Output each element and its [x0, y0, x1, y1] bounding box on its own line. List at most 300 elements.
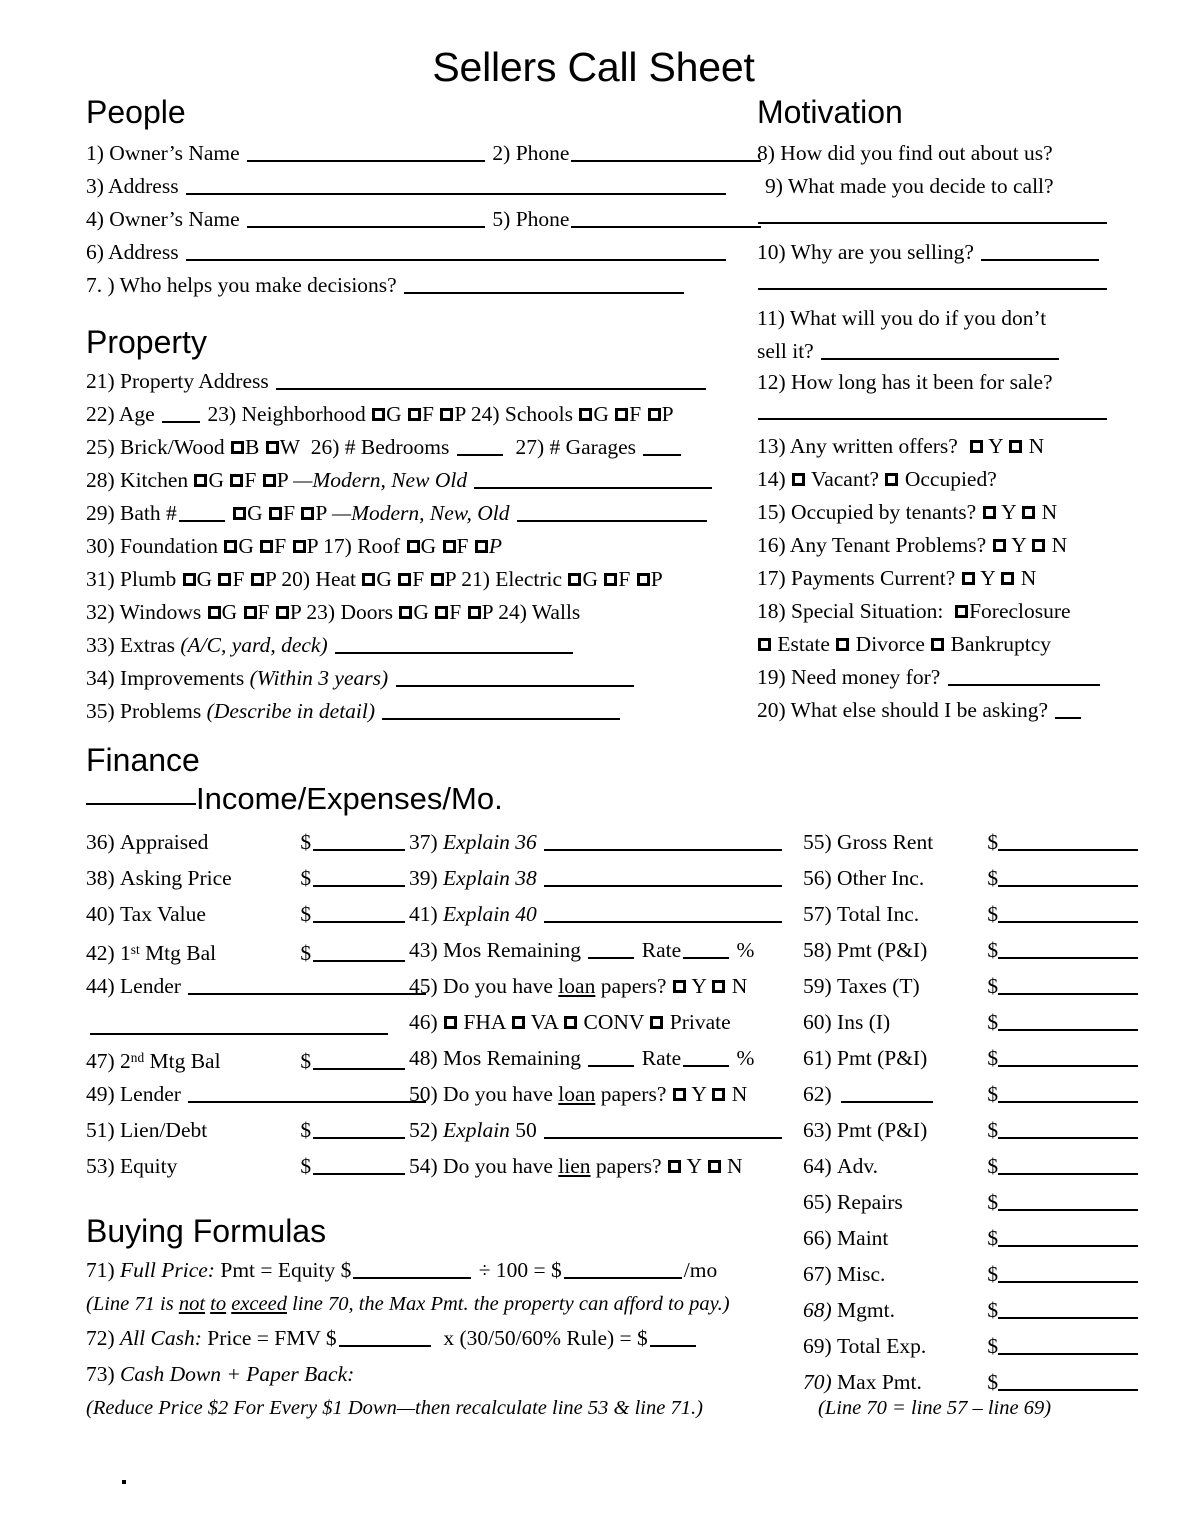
- checkbox-tenants-yes[interactable]: [983, 506, 996, 519]
- gross-rent-input[interactable]: [998, 849, 1138, 851]
- all-cash-result-input[interactable]: [650, 1345, 696, 1347]
- opt-label: G: [238, 534, 254, 558]
- opt-label: P: [315, 501, 327, 525]
- field-row-asking-price: [86, 866, 407, 890]
- explain-38-input[interactable]: [544, 885, 782, 887]
- opt-label: CONV: [583, 1010, 645, 1034]
- checkbox-tenants-no[interactable]: [1022, 506, 1035, 519]
- field-row-mos-remaining-1: [409, 938, 754, 962]
- checkbox-plumb-g[interactable]: [183, 573, 196, 586]
- field-label: 1st Mtg Bal: [120, 940, 217, 965]
- phone-1-input[interactable]: [571, 160, 761, 162]
- checkbox-loan-papers-1-no[interactable]: [712, 980, 725, 993]
- lien-debt-input[interactable]: [313, 1137, 405, 1139]
- checkbox-schools-p[interactable]: [648, 408, 661, 421]
- field-label: Occupied by tenants?: [791, 500, 977, 524]
- formula-title: Cash Down + Paper Back:: [120, 1362, 355, 1386]
- checkbox-lien-papers-yes[interactable]: [668, 1160, 681, 1173]
- opt-label: B: [244, 435, 260, 459]
- misc-input[interactable]: [998, 1281, 1138, 1283]
- opt-label: N: [1041, 500, 1058, 524]
- formula-body: Price = FMV $: [207, 1326, 337, 1350]
- bath-input[interactable]: [517, 520, 707, 522]
- field-row-repairs: [803, 1190, 1140, 1214]
- field-label: Maint: [837, 1226, 889, 1250]
- checkbox-foundation-g[interactable]: [224, 540, 237, 553]
- lender-2-input[interactable]: [188, 1101, 426, 1103]
- bedrooms-input[interactable]: [457, 454, 503, 456]
- field-number: 20): [281, 567, 311, 591]
- checkbox-brick[interactable]: [231, 441, 244, 454]
- problems-note: (Describe in detail): [206, 699, 376, 723]
- field-label: Pmt (P&I): [837, 1046, 928, 1070]
- garages-input[interactable]: [643, 454, 681, 456]
- field-number: 14): [757, 467, 786, 491]
- field-label: What made you decide to call?: [787, 174, 1054, 198]
- checkbox-roof-p[interactable]: [475, 540, 488, 553]
- ins-input[interactable]: [998, 1029, 1138, 1031]
- currency-symbol: $: [987, 1046, 999, 1070]
- field-label: Owner’s Name: [109, 141, 240, 165]
- checkbox-tenant-problems-yes[interactable]: [993, 539, 1006, 552]
- field-number: 21): [461, 567, 490, 591]
- field-number: 48): [409, 1046, 438, 1070]
- field-label: Any written offers?: [789, 434, 958, 458]
- field-row-plumb-heat-electric: [86, 567, 663, 591]
- field-label: Extras: [120, 633, 175, 657]
- checkbox-conv[interactable]: [564, 1016, 577, 1029]
- field-number: 64): [803, 1154, 832, 1178]
- field-number: 65): [803, 1190, 832, 1214]
- field-number: 20): [757, 698, 786, 722]
- field-row-pmt-pi-1: [803, 938, 1140, 962]
- opt-label: P: [661, 402, 674, 426]
- mos-remaining-2-input[interactable]: [588, 1065, 634, 1067]
- field-row-property-address: [86, 369, 708, 393]
- decision-helper-input[interactable]: [404, 292, 684, 294]
- field-number: 69): [803, 1334, 832, 1358]
- opt-label: N: [731, 1082, 748, 1106]
- second-mtg-bal-input[interactable]: [313, 1068, 405, 1070]
- address-1-input[interactable]: [186, 193, 726, 195]
- field-label: Taxes (T): [837, 974, 920, 998]
- field-label: Electric: [495, 567, 563, 591]
- opt-label: Divorce: [855, 632, 925, 656]
- note-emphasis-exceed: exceed: [231, 1293, 287, 1315]
- field-label: How did you find out about us?: [780, 141, 1053, 165]
- field-number: 6): [86, 240, 104, 264]
- lender-1-input[interactable]: [188, 993, 426, 995]
- motivation-answer-line-2[interactable]: [758, 288, 1107, 290]
- field-row-loan-papers-2: [409, 1082, 747, 1106]
- currency-symbol: $: [987, 1118, 999, 1142]
- checkbox-heat-g[interactable]: [362, 573, 375, 586]
- field-row-misc: [803, 1262, 1140, 1286]
- field-row-written-offers: [757, 434, 1044, 458]
- field-label: What else should I be asking?: [790, 698, 1048, 722]
- checkbox-divorce[interactable]: [836, 638, 849, 651]
- field-row-mgmt: [803, 1298, 1140, 1322]
- opt-label: W: [279, 435, 300, 459]
- pmt-pi-3-input[interactable]: [998, 1137, 1138, 1139]
- field-number: 50): [409, 1082, 438, 1106]
- problems-input[interactable]: [382, 718, 620, 720]
- field-row-maint: [803, 1226, 1140, 1250]
- checkbox-bath-g[interactable]: [233, 507, 246, 520]
- currency-symbol: $: [987, 1334, 999, 1358]
- opt-label: P: [650, 567, 663, 591]
- checkbox-plumb-p[interactable]: [251, 573, 264, 586]
- checkbox-estate[interactable]: [758, 638, 771, 651]
- property-address-input[interactable]: [276, 388, 706, 390]
- checkbox-windows-f[interactable]: [244, 606, 257, 619]
- all-cash-fmv-input[interactable]: [339, 1345, 431, 1347]
- formula-title: Full Price:: [120, 1258, 215, 1282]
- first-mtg-bal-input[interactable]: [313, 960, 405, 962]
- opt-label: F: [421, 402, 434, 426]
- opt-label: F: [412, 567, 425, 591]
- opt-label: N: [1028, 434, 1045, 458]
- field-row-gross-rent: [803, 830, 1140, 854]
- checkbox-private[interactable]: [650, 1016, 663, 1029]
- checkbox-payments-no[interactable]: [1001, 572, 1014, 585]
- field-label: Doors: [340, 600, 394, 624]
- opt-label: P: [276, 468, 288, 492]
- field-label: Need money for?: [791, 665, 941, 689]
- field-label: Other Inc.: [837, 866, 925, 890]
- field-label: Total Inc.: [837, 902, 920, 926]
- field-label: Equity: [120, 1154, 178, 1178]
- maint-input[interactable]: [998, 1245, 1138, 1247]
- checkbox-occupied[interactable]: [885, 473, 898, 486]
- checkbox-kitchen-f[interactable]: [230, 474, 243, 487]
- field-number: 45): [409, 974, 438, 998]
- field-label: Lien/Debt: [120, 1118, 208, 1142]
- checkbox-electric-g[interactable]: [568, 573, 581, 586]
- repairs-input[interactable]: [998, 1209, 1138, 1211]
- extras-note: (A/C, yard, deck): [180, 633, 328, 657]
- finance-blank-rule[interactable]: [86, 803, 196, 805]
- field-row-other-inc: [803, 866, 1140, 890]
- field-number: 70): [803, 1370, 832, 1394]
- field-label: Max Pmt.: [837, 1370, 922, 1394]
- rate-1-input[interactable]: [683, 957, 729, 959]
- field-row-what-else-asking: [757, 698, 1083, 722]
- checkbox-foreclosure[interactable]: [955, 605, 968, 618]
- improvements-input[interactable]: [396, 685, 634, 687]
- field-label: Who helps you make decisions?: [119, 273, 397, 297]
- field-label: Age: [118, 402, 155, 426]
- checkbox-bankruptcy[interactable]: [931, 638, 944, 651]
- field-row-lien-debt: [86, 1118, 407, 1142]
- field-row-total-inc: [803, 902, 1140, 926]
- checkbox-heat-p[interactable]: [431, 573, 444, 586]
- what-else-input[interactable]: [1055, 717, 1081, 719]
- checkbox-lien-papers-no[interactable]: [708, 1160, 721, 1173]
- blank-62-label-input[interactable]: [841, 1101, 933, 1103]
- field-number: 5): [492, 207, 511, 231]
- opt-label: F: [618, 567, 631, 591]
- adv-input[interactable]: [998, 1173, 1138, 1175]
- note-emphasis-not: not: [178, 1293, 206, 1315]
- bath-note: —Modern, New, Old: [331, 501, 510, 525]
- mgmt-input[interactable]: [998, 1317, 1138, 1319]
- currency-symbol: $: [987, 938, 999, 962]
- field-number: 19): [757, 665, 786, 689]
- field-number: 55): [803, 830, 832, 854]
- formula-row-all-cash: [86, 1326, 698, 1350]
- field-label: Explain 36: [443, 830, 537, 854]
- field-label: Problems: [120, 699, 202, 723]
- checkbox-offers-no[interactable]: [1009, 440, 1022, 453]
- pmt-pi-2-input[interactable]: [998, 1065, 1138, 1067]
- field-label: Brick/Wood: [120, 435, 225, 459]
- checkbox-plumb-f[interactable]: [218, 573, 231, 586]
- field-row-improvements: [86, 666, 636, 690]
- opt-label: P: [289, 600, 302, 624]
- field-number: 52): [409, 1118, 438, 1142]
- checkbox-schools-f[interactable]: [615, 408, 628, 421]
- field-label: Heat: [315, 567, 357, 591]
- explain-40-input[interactable]: [544, 921, 782, 923]
- field-number: 67): [803, 1262, 832, 1286]
- field-row-bath: [86, 501, 709, 525]
- field-row-foundation-roof: [86, 534, 502, 558]
- opt-label: F: [629, 402, 642, 426]
- field-label: Neighborhood: [241, 402, 366, 426]
- field-number: 11): [757, 306, 785, 330]
- field-row-explain-40: [409, 902, 784, 926]
- field-label: sell it?: [757, 339, 814, 363]
- checkbox-foundation-f[interactable]: [260, 540, 273, 553]
- field-row-pmt-pi-3: [803, 1118, 1140, 1142]
- kitchen-input[interactable]: [474, 487, 712, 489]
- field-row-mos-remaining-2: [409, 1046, 754, 1070]
- other-inc-input[interactable]: [998, 885, 1138, 887]
- opt-label: F: [232, 567, 245, 591]
- field-number: 46): [409, 1010, 438, 1034]
- currency-symbol: $: [987, 1370, 999, 1394]
- asking-price-input[interactable]: [313, 885, 405, 887]
- address-2-input[interactable]: [186, 259, 726, 261]
- field-number: 21): [86, 369, 115, 393]
- field-number: 13): [757, 434, 786, 458]
- checkbox-roof-f[interactable]: [443, 540, 456, 553]
- checkbox-loan-papers-2-yes[interactable]: [673, 1088, 686, 1101]
- need-money-input[interactable]: [948, 684, 1100, 686]
- field-number: 7. ): [86, 273, 115, 297]
- field-number: 28): [86, 468, 115, 492]
- opt-label: Y: [988, 434, 1003, 458]
- owner-name-2-input[interactable]: [247, 226, 485, 228]
- motivation-answer-line-1[interactable]: [758, 222, 1107, 224]
- currency-symbol: $: [987, 830, 999, 854]
- field-label: Tax Value: [120, 902, 206, 926]
- if-not-sell-input[interactable]: [821, 358, 1059, 360]
- explain-36-input[interactable]: [544, 849, 782, 851]
- field-label: Any Tenant Problems?: [789, 533, 987, 557]
- checkbox-doors-p[interactable]: [468, 606, 481, 619]
- checkbox-payments-yes[interactable]: [962, 572, 975, 585]
- field-number: 4): [86, 207, 104, 231]
- lender-1-continuation-line[interactable]: [90, 1033, 388, 1035]
- ordinal-suffix: nd: [130, 1050, 145, 1065]
- max-pmt-input[interactable]: [998, 1389, 1138, 1391]
- pmt-pi-1-input[interactable]: [998, 957, 1138, 959]
- field-label: Foundation: [120, 534, 218, 558]
- checkbox-wood[interactable]: [266, 441, 279, 454]
- field-label: papers?: [595, 1082, 667, 1106]
- field-number: 54): [409, 1154, 438, 1178]
- field-number: 16): [757, 533, 786, 557]
- opt-label: VA: [530, 1010, 558, 1034]
- checkbox-bath-f[interactable]: [269, 507, 282, 520]
- field-label: What will you do if you don’t: [789, 306, 1047, 330]
- age-input[interactable]: [162, 421, 200, 423]
- rate-2-input[interactable]: [683, 1065, 729, 1067]
- field-label: Address: [108, 174, 179, 198]
- field-label-number: 50: [515, 1118, 537, 1142]
- checkbox-fha[interactable]: [444, 1016, 457, 1029]
- field-row-max-pmt: [803, 1370, 1140, 1394]
- field-label: Pmt (P&I): [837, 1118, 928, 1142]
- formula-title: All Cash:: [120, 1326, 202, 1350]
- checkbox-heat-f[interactable]: [398, 573, 411, 586]
- checkbox-kitchen-g[interactable]: [194, 474, 207, 487]
- checkbox-schools-g[interactable]: [579, 408, 592, 421]
- field-number: 62): [803, 1082, 832, 1106]
- field-number: 29): [86, 501, 115, 525]
- appraised-input[interactable]: [313, 849, 405, 851]
- field-number: 12): [757, 370, 786, 394]
- section-heading-finance: Finance: [86, 742, 200, 778]
- checkbox-electric-p[interactable]: [637, 573, 650, 586]
- opt-label: N: [727, 1154, 743, 1178]
- field-label: Roof: [357, 534, 401, 558]
- why-selling-input[interactable]: [981, 259, 1099, 261]
- field-number: 22): [86, 402, 115, 426]
- opt-label: G: [420, 534, 437, 558]
- field-number: 34): [86, 666, 115, 690]
- checkbox-electric-f[interactable]: [604, 573, 617, 586]
- checkbox-va[interactable]: [512, 1016, 525, 1029]
- currency-symbol: $: [987, 1262, 999, 1286]
- field-label: Gross Rent: [837, 830, 934, 854]
- field-number: 53): [86, 1154, 115, 1178]
- phone-2-input[interactable]: [571, 226, 761, 228]
- field-row-explain-38: [409, 866, 784, 890]
- opt-label: G: [582, 567, 598, 591]
- checkbox-kitchen-p[interactable]: [263, 474, 276, 487]
- explain-50-input[interactable]: [544, 1137, 782, 1139]
- field-number: 61): [803, 1046, 832, 1070]
- full-price-result-input[interactable]: [564, 1277, 682, 1279]
- currency-symbol: $: [300, 866, 312, 890]
- field-row-explain-36: [409, 830, 784, 854]
- motivation-answer-line-3[interactable]: [758, 418, 1107, 420]
- formula-row-cash-down: [86, 1362, 354, 1386]
- currency-symbol: $: [300, 830, 312, 854]
- field-label: papers?: [595, 974, 667, 998]
- checkbox-doors-f[interactable]: [435, 606, 448, 619]
- section-heading-property: Property: [86, 324, 207, 360]
- field-row-vacant-occupied: [757, 467, 997, 491]
- field-label: Adv.: [837, 1154, 879, 1178]
- field-row-blank-62: [803, 1082, 1140, 1106]
- field-row-address-2: [86, 240, 728, 264]
- checkbox-offers-yes[interactable]: [970, 440, 983, 453]
- checkbox-neighborhood-f[interactable]: [408, 408, 421, 421]
- field-row-tenant-problems: [757, 533, 1067, 557]
- checkbox-foundation-p[interactable]: [293, 540, 306, 553]
- field-label: Plumb: [120, 567, 177, 591]
- full-price-equity-input[interactable]: [353, 1277, 471, 1279]
- field-number: 23): [207, 402, 237, 426]
- field-number: 71): [86, 1258, 115, 1282]
- extras-input[interactable]: [335, 652, 573, 654]
- loan-emphasis: loan: [558, 974, 596, 998]
- field-label: Repairs: [837, 1190, 903, 1214]
- field-row-special-situation: [757, 599, 1071, 623]
- taxes-input[interactable]: [998, 993, 1138, 995]
- checkbox-neighborhood-g[interactable]: [372, 408, 385, 421]
- checkbox-neighborhood-p[interactable]: [440, 408, 453, 421]
- opt-label: F: [244, 468, 257, 492]
- checkbox-doors-g[interactable]: [399, 606, 412, 619]
- currency-symbol: $: [300, 1154, 312, 1178]
- checkbox-roof-g[interactable]: [407, 540, 420, 553]
- checkbox-tenant-problems-no[interactable]: [1032, 539, 1045, 552]
- equity-input[interactable]: [313, 1173, 405, 1175]
- opt-label: N: [1051, 533, 1068, 557]
- opt-label: Y: [691, 1082, 707, 1106]
- field-label: Misc.: [837, 1262, 886, 1286]
- section-heading-motivation: Motivation: [757, 94, 903, 130]
- section-heading-people: People: [86, 94, 186, 130]
- checkbox-vacant[interactable]: [792, 473, 805, 486]
- total-inc-input[interactable]: [998, 921, 1138, 923]
- total-exp-input[interactable]: [998, 1353, 1138, 1355]
- currency-symbol: $: [300, 1118, 312, 1142]
- field-label: Do you have: [443, 1154, 559, 1178]
- field-label: Ins (I): [837, 1010, 891, 1034]
- opt-label: P: [444, 567, 456, 591]
- unit-label: %: [736, 1046, 755, 1070]
- field-row-decision-helper: [86, 273, 686, 297]
- checkbox-loan-papers-2-no[interactable]: [712, 1088, 725, 1101]
- field-row-lender-2: [86, 1082, 428, 1106]
- field-number: 43): [409, 938, 438, 962]
- field-label: Phone: [515, 207, 570, 231]
- bath-count-input[interactable]: [179, 520, 225, 522]
- mos-remaining-1-input[interactable]: [588, 957, 634, 959]
- blank-62-input[interactable]: [998, 1101, 1138, 1103]
- checkbox-loan-papers-1-yes[interactable]: [673, 980, 686, 993]
- field-number: 9): [765, 174, 783, 198]
- checkbox-windows-g[interactable]: [208, 606, 221, 619]
- field-number: 40): [86, 902, 115, 926]
- checkbox-windows-p[interactable]: [276, 606, 289, 619]
- checkbox-bath-p[interactable]: [301, 507, 314, 520]
- field-row-find-out: [757, 141, 1053, 165]
- formula-body: ÷ 100 = $: [478, 1258, 562, 1282]
- field-number: 31): [86, 567, 115, 591]
- opt-label: Y: [980, 566, 995, 590]
- tax-value-input[interactable]: [313, 921, 405, 923]
- owner-name-1-input[interactable]: [247, 160, 485, 162]
- ordinal-suffix: st: [130, 942, 140, 957]
- field-label: Do you have: [443, 1082, 559, 1106]
